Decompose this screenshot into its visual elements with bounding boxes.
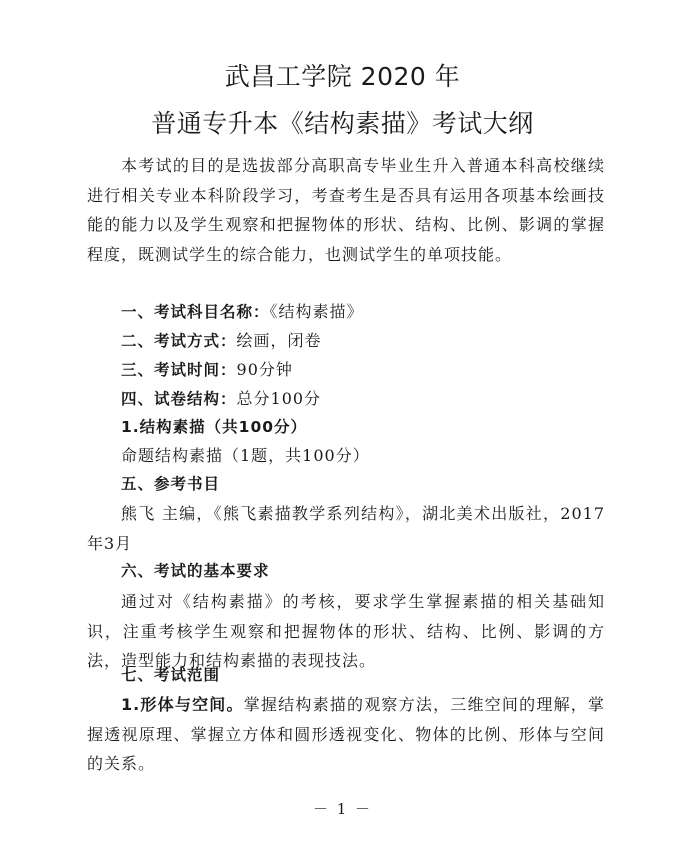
item-time xyxy=(87,355,639,386)
scope-item-1 xyxy=(87,690,605,779)
item-time-label: 三、考试时间： xyxy=(121,361,237,379)
page-number: － 1 － xyxy=(312,800,373,818)
document-title-line2: 普通专升本《结构素描》考试大纲 xyxy=(151,109,534,138)
scope-item-1-lead: 1.形体与空间。 xyxy=(121,695,244,714)
intro-paragraph: 本考试的目的是选拔部分高职高专毕业生升入普通本科高校继续进行相关专业本科阶段学习，考查考生是否具有运用各项基本绘画技能的能力以及学生观察和把握物体的形状、结构、比例、影调的掌握程度，既测试学生的综合能力，也测试学生的单项技能。 xyxy=(87,156,605,264)
scope-heading: 七、考试范围 xyxy=(121,666,221,684)
requirements-text: 通过对《结构素描》的考核，要求学生掌握素描的相关基础知识，注重考核学生观察和把握物体的形状、结构、比例、影调的方法，造型能力和结构素描的表现技法。 xyxy=(87,592,605,671)
item-method-label: 二、考试方式： xyxy=(121,332,237,350)
item-method-value: 绘画，闭卷 xyxy=(236,331,322,350)
item-subject xyxy=(87,297,639,328)
part1-heading: 1.结构素描（共100分） xyxy=(121,418,308,436)
requirements-heading: 六、考试的基本要求 xyxy=(121,562,270,580)
item-structure xyxy=(87,384,639,415)
item-structure-value: 总分100分 xyxy=(236,389,322,408)
scope-item-1-text: 掌握结构素描的观察方法，三维空间的理解，掌握透视原理、掌握立方体和圆形透视变化、物体的比例、形体与空间的关系。 xyxy=(87,695,605,774)
item-time-value: 90分钟 xyxy=(236,360,293,379)
reference-heading: 五、参考书目 xyxy=(121,475,221,493)
item-subject-label: 一、考试科目名称： xyxy=(121,303,270,321)
item-method xyxy=(87,326,639,357)
document-title-line1: 武昌工学院 2020 年 xyxy=(224,62,461,91)
item-structure-label: 四、试卷结构： xyxy=(121,390,237,408)
part1-description: 命题结构素描（1题，共100分） xyxy=(121,446,370,465)
reference-text: 熊飞 主编，《熊飞素描教学系列结构》，湖北美术出版社，2017年3月 xyxy=(87,504,605,553)
item-subject-value: 《结构素描》 xyxy=(269,302,364,321)
